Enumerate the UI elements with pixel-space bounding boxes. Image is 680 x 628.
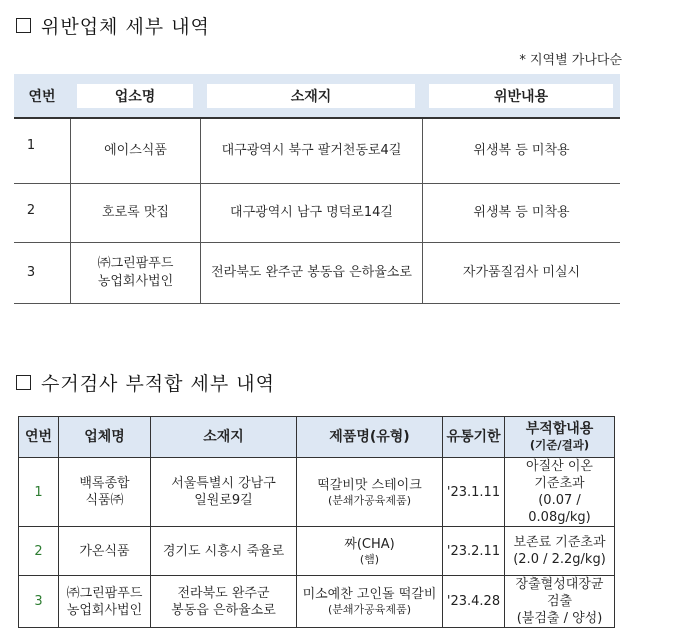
row-address: 경기도 시흥시 죽율로 [151,527,297,576]
row-violation: 위생복 등 미착용 [422,184,620,242]
section-title-text: 위반업체 세부 내역 [41,16,210,38]
row-violation: 자가품질검사 미실시 [422,243,620,303]
row-no: 3 [19,576,59,628]
section-title-inspection [16,369,275,396]
row-address: 대구광역시 남구 명덕로14길 [200,184,422,242]
row-name-line: ㈜그린팜푸드 [66,585,143,601]
row-product [297,576,443,628]
row-name [59,458,151,527]
table-header [19,417,615,458]
row-result [505,576,615,628]
row-address [151,458,297,527]
row-result-line: 기준초과 [534,476,585,491]
square-bullet-icon [16,18,31,33]
row-product-type: (분쇄가공육제품) [328,603,411,616]
header-result-sub: (기준/결과) [529,438,590,452]
row-result-line: (2.0 / 2.2g/kg) [513,552,606,567]
header-address: 소재지 [207,84,415,108]
row-result-line: (불검출 / 양성) [516,611,603,626]
square-bullet-icon [16,375,31,390]
row-no: 2 [19,527,59,576]
violations-table [14,74,620,304]
inspection-table [18,416,615,628]
row-name-line: 농업회사법인 [66,602,143,618]
row-result [505,527,615,576]
row-name: 에이스식품 [70,119,200,183]
header-product: 제품명(유형) [297,417,443,458]
header-result-title: 부적합내용 [525,421,594,437]
row-name-line: ㈜그린팜푸드 [97,256,174,271]
row-product-name: 떡갈비맛 스테이크 [317,477,422,493]
header-address: 소재지 [151,417,297,458]
header-expiry: 유통기한 [443,417,505,458]
header-name: 업체명 [59,417,151,458]
header-no: 연번 [28,88,56,105]
table-row [14,119,620,184]
row-product [297,527,443,576]
table-row [19,527,615,576]
row-result [505,458,615,527]
row-result-line: 검출 [546,594,573,609]
row-no: 3 [26,265,36,280]
row-violation: 위생복 등 미착용 [422,119,620,183]
row-address-line: 서울특별시 강남구 [171,476,276,491]
table-row [14,184,620,243]
row-name [59,576,151,628]
row-address: 대구광역시 북구 팔거천동로4길 [200,119,422,183]
header-no: 연번 [19,417,59,458]
row-no: 1 [26,138,36,153]
row-expiry: '23.1.11 [443,458,505,527]
row-name: 가온식품 [59,527,151,576]
row-no: 2 [26,203,36,218]
row-product-name: 짜(CHA) [344,536,395,552]
row-product-name: 미소예찬 고인돌 떡갈비 [302,587,437,602]
row-result-line: (0.07 / 0.08g/kg) [528,493,591,525]
section-title-violations [16,12,210,39]
row-product-type: (분쇄가공육제품) [328,493,411,507]
header-violation: 위반내용 [429,84,613,108]
table-header [14,74,620,119]
row-address-line: 일원로9길 [194,493,253,508]
row-result-line: 보존료 기준초과 [513,535,606,550]
sort-note: * 지역별 가나다순 [519,53,622,68]
header-name: 업소명 [77,84,193,108]
row-expiry: '23.4.28 [443,576,505,628]
table-row [19,458,615,527]
row-no: 1 [19,458,59,527]
table-row [19,576,615,628]
row-expiry: '23.2.11 [443,527,505,576]
row-address-line: 봉동읍 은하율소로 [171,602,276,618]
row-name-line: 농업회사법인 [97,274,174,289]
row-name [70,243,200,303]
row-result-line: 장출혈성대장균 [515,577,604,592]
table-row [14,243,620,304]
header-result [505,417,615,458]
row-address [151,576,297,628]
row-address: 전라북도 완주군 봉동읍 은하율소로 [200,243,422,303]
row-product-type: (햄) [359,552,380,566]
row-name-line: 식품㈜ [85,493,124,508]
row-name-line: 백록종합 [79,476,130,491]
row-result-line: 아질산 이온 [526,459,593,474]
row-address-line: 전라북도 완주군 [177,585,270,601]
row-name: 호로록 맛집 [70,184,200,242]
section-title-text: 수거검사 부적합 세부 내역 [41,373,276,395]
row-product [297,458,443,527]
